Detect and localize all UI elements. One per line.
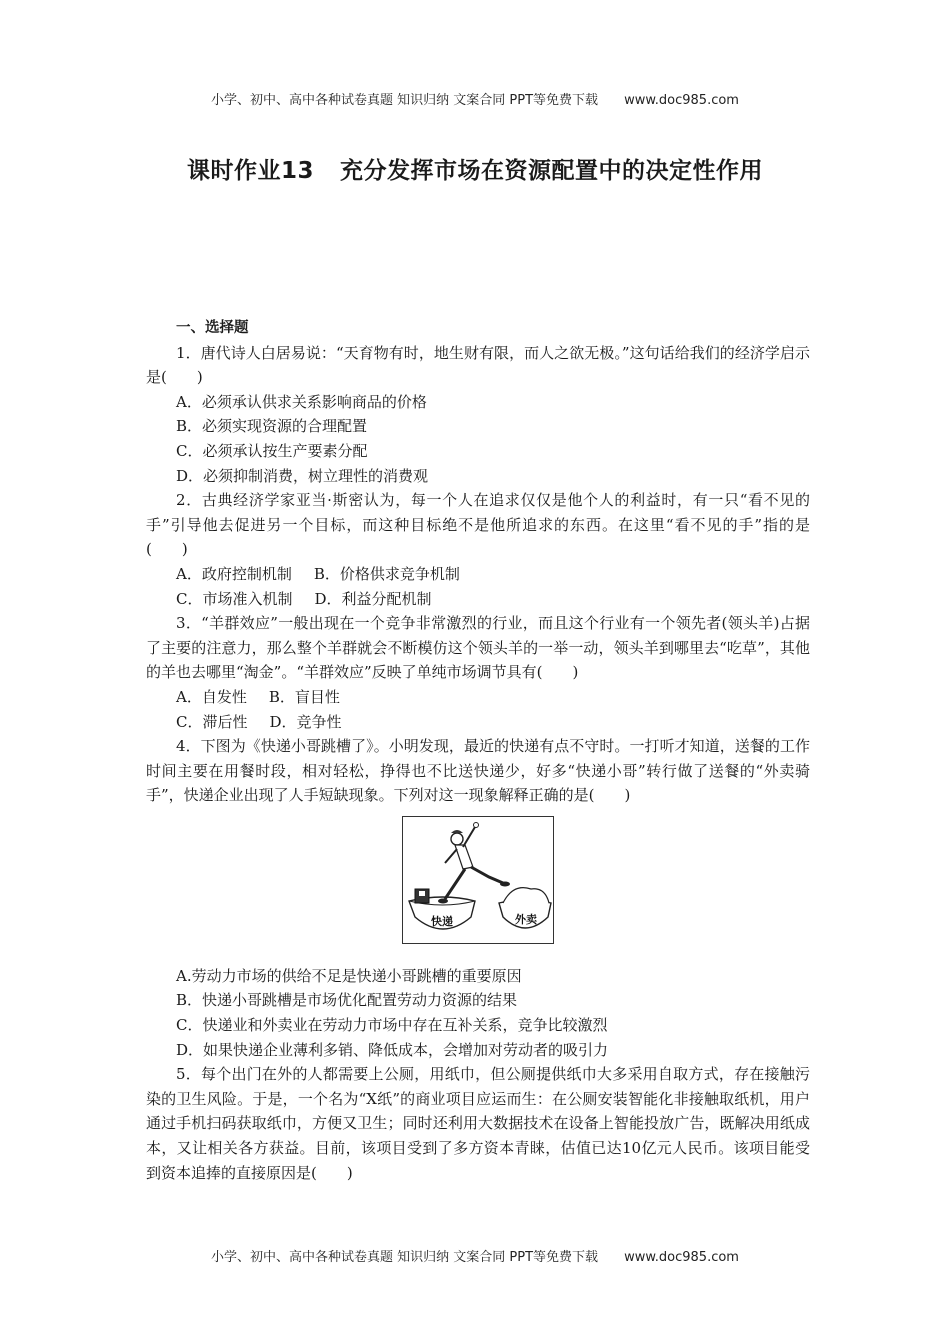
courier-shoe-front — [500, 881, 510, 886]
cartoon-illustration — [403, 817, 553, 943]
page-title — [0, 152, 950, 185]
question-1-option-c: C．必须承认按生产要素分配 — [176, 441, 368, 460]
cartoon-courier-job-hopping — [402, 816, 554, 944]
question-1-option-d: D．必须抑制消费，树立理性的消费观 — [176, 466, 429, 485]
courier-label: 快递 — [431, 914, 453, 928]
courier-leg-front — [471, 867, 503, 883]
package-label — [419, 891, 425, 896]
question-4-option-b: B．快递小哥跳槽是市场优化配置劳动力资源的结果 — [176, 991, 518, 1010]
courier-arm-lower — [445, 849, 457, 863]
takeout-food — [503, 887, 549, 902]
question-3-option-b: B．盲目性 — [268, 687, 340, 706]
question-2-options-row-1 — [146, 562, 810, 587]
title-lesson: 课时作业13 — [186, 158, 314, 184]
page-header — [0, 89, 950, 108]
question-3-option-a: A．自发性 — [176, 687, 247, 706]
question-2-options-row-2 — [146, 587, 810, 612]
question-2-option-c: C．市场准入机制 — [176, 589, 293, 608]
question-3-option-d: D．竞争性 — [269, 712, 342, 731]
takeout-label: 外卖 — [515, 912, 537, 926]
courier-shoe-back — [438, 898, 448, 903]
section-heading: 一、选择题 — [176, 320, 249, 336]
question-4-option-c: C．快递业和外卖业在劳动力市场中存在互补关系，竞争比较激烈 — [176, 1016, 608, 1035]
question-3-options-row-2 — [146, 710, 810, 735]
courier-arm-raised — [463, 827, 475, 847]
page-footer — [0, 1246, 950, 1265]
question-2-option-d: D．利益分配机制 — [314, 589, 432, 608]
document-body — [146, 316, 810, 1185]
question-2-option-a: A．政府控制机制 — [176, 564, 292, 583]
question-1-option-b: B．必须实现资源的合理配置 — [176, 417, 368, 436]
question-4-option-a: A.劳动力市场的供给不足是快递小哥跳槽的重要原因 — [176, 966, 522, 985]
footer-text: 小学、初中、高中各种试卷真题 知识归纳 文案合同 PPT等免费下载 — [211, 1250, 599, 1265]
title-topic: 充分发挥市场在资源配置中的决定性作用 — [340, 158, 763, 184]
courier-hair — [451, 830, 463, 833]
footer-site-link[interactable]: www.doc985.com — [624, 1250, 739, 1265]
question-3-option-c: C．滞后性 — [176, 712, 248, 731]
courier-head — [451, 833, 463, 845]
header-site-link[interactable]: www.doc985.com — [624, 93, 739, 108]
question-2-stem: 2．古典经济学家亚当·斯密认为，每一个人在追求仅仅是他个人的利益时，有一只“看不见的手”引导他去促进另一个目标，而这种目标绝不是他所追求的东西。在这里“看不见的手”指的是( ) — [146, 491, 810, 559]
courier-leg-back — [445, 869, 465, 899]
question-3-stem: 3．“羊群效应”一般出现在一个竞争非常激烈的行业，而且这个行业有一个领先者(领头羊)占据了主要的注意力，那么整个羊群就会不断模仿这个领头羊的一举一动，领头羊到哪里去“吃草”，其他的羊也去哪里“淘金”。“羊群效应”反映了单纯市场调节具有( ) — [146, 614, 810, 682]
courier-hand — [474, 822, 479, 827]
question-3-options-row-1 — [146, 685, 810, 710]
question-1-stem: 1．唐代诗人白居易说：“天育物有时，地生财有限，而人之欲无极。”这句话给我们的经济学启示是( ) — [146, 343, 810, 387]
courier-body — [455, 845, 473, 869]
question-1-option-a: A．必须承认供求关系影响商品的价格 — [176, 392, 427, 411]
question-4-stem: 4．下图为《快递小哥跳槽了》。小明发现，最近的快递有点不守时。一打听才知道，送餐的工作时间主要在用餐时段，相对轻松，挣得也不比送快递少，好多“快递小哥”转行做了送餐的“外卖骑手”，快递企业出现了人手短缺现象。下列对这一现象解释正确的是( ) — [146, 737, 810, 805]
header-text: 小学、初中、高中各种试卷真题 知识归纳 文案合同 PPT等免费下载 — [211, 93, 599, 108]
question-5-stem: 5．每个出门在外的人都需要上公厕，用纸巾，但公厕提供纸巾大多采用自取方式，存在接触污染的卫生风险。于是，一个名为“X纸”的商业项目应运而生：在公厕安装智能化非接触取纸机，用户通过手机扫码获取纸巾，方便又卫生；同时还利用大数据技术在设备上智能投放广告，既解决用纸成本，又让相关各方获益。目前，该项目受到了多方资本青睐，估值已达10亿元人民币。该项目能受到资本追捧的直接原因是( ) — [146, 1065, 810, 1182]
question-2-option-b: B．价格供求竞争机制 — [313, 564, 460, 583]
question-4-option-d: D．如果快递企业薄利多销、降低成本，会增加对劳动者的吸引力 — [176, 1040, 609, 1059]
